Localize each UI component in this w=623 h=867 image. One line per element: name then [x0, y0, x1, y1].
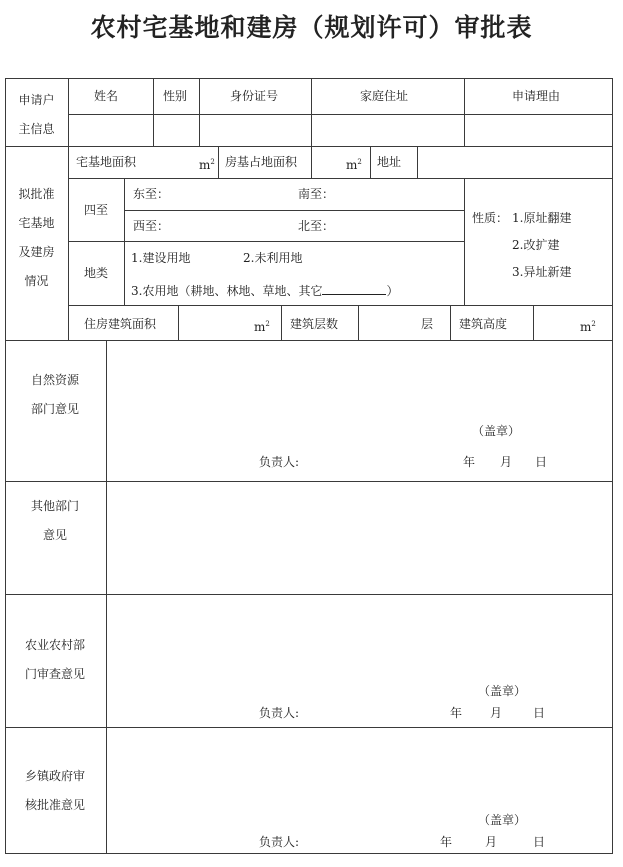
month-label: 月 [490, 706, 503, 720]
col-line [199, 78, 200, 146]
col-line [358, 305, 359, 340]
dilei-option-1: 1.建设用地 [131, 251, 191, 265]
year-label: 年 [463, 455, 476, 469]
col-line [218, 146, 219, 178]
col-line [281, 305, 282, 340]
col-line [106, 340, 107, 854]
frame-top [5, 78, 613, 79]
month-label: 月 [500, 455, 513, 469]
footprint-area-unit: $m^2$ [346, 158, 362, 172]
col-line [311, 146, 312, 178]
row-line [68, 178, 612, 179]
header-address: 家庭住址 [360, 89, 409, 103]
col-line [124, 178, 125, 305]
row-line [5, 481, 613, 482]
floor-area-unit: $m^2$ [254, 320, 270, 334]
sizhi-label: 四至 [84, 203, 109, 217]
floors-unit: 层 [421, 317, 434, 331]
agriculture-opinion-label: 农业农村部 门审查意见 [24, 638, 85, 681]
other-blank-line [322, 283, 386, 295]
land-section-label: 拟批准 宅基地 及建房 情况 [18, 187, 55, 288]
row-line [5, 146, 613, 147]
dilei-label: 地类 [84, 266, 109, 280]
year-label: 年 [440, 835, 453, 849]
south-label: 南至： [298, 187, 335, 201]
year-label: 年 [450, 706, 463, 720]
row-line [5, 594, 613, 595]
seal-mark: （盖章） [478, 684, 527, 698]
col-line [68, 78, 69, 340]
col-line [464, 78, 465, 146]
month-label: 月 [485, 835, 498, 849]
other-departments-opinion-label: 其他部门 意见 [30, 499, 79, 542]
floors-label: 建筑层数 [290, 317, 339, 331]
row-line [68, 305, 612, 306]
header-reason: 申请理由 [512, 89, 561, 103]
height-label: 建筑高度 [459, 317, 508, 331]
homestead-area-label: 宅基地面积 [76, 155, 137, 169]
seal-mark: （盖章） [472, 424, 521, 438]
east-label: 东至： [133, 187, 170, 201]
dilei-option-2: 2.未利用地 [243, 251, 303, 265]
responsible-label: 负责人: [259, 706, 300, 720]
day-label: 日 [533, 706, 546, 720]
col-line [464, 178, 465, 305]
row-line [68, 241, 464, 242]
frame-right [612, 78, 613, 854]
floor-area-label: 住房建筑面积 [84, 317, 157, 331]
nature-option-3: 3.异址新建 [512, 265, 572, 279]
row-line [5, 340, 613, 341]
page-title: 农村宅基地和建房（规划许可）审批表 [90, 13, 533, 42]
dilei-option-3: 3.农用地（耕地、林地、草地、其它 ） [131, 284, 399, 298]
col-line [178, 305, 179, 340]
west-label: 西至： [133, 219, 170, 233]
footprint-area-label: 房基占地面积 [225, 155, 298, 169]
height-unit: $m^2$ [580, 320, 596, 334]
nature-option-1: 1.原址翻建 [512, 211, 572, 225]
header-id-number: 身份证号 [230, 89, 279, 103]
address-label: 地址 [377, 155, 402, 169]
responsible-label: 负责人: [259, 835, 300, 849]
row-line [124, 210, 464, 211]
nature-option-2: 2.改扩建 [512, 238, 560, 252]
applicant-section-label: 申请户 主信息 [18, 93, 55, 136]
col-line [417, 146, 418, 178]
day-label: 日 [535, 455, 548, 469]
row-line [68, 114, 612, 115]
header-gender: 性别 [163, 89, 188, 103]
natural-resources-opinion-label: 自然资源 部门意见 [30, 373, 79, 416]
header-name: 姓名 [94, 89, 119, 103]
day-label: 日 [533, 835, 546, 849]
nature-label: 性质： [472, 211, 509, 225]
col-line [153, 78, 154, 146]
col-line [370, 146, 371, 178]
homestead-area-unit: $m^2$ [199, 158, 215, 172]
north-label: 北至： [298, 219, 335, 233]
frame-bottom [5, 853, 613, 854]
col-line [450, 305, 451, 340]
seal-mark: （盖章） [478, 813, 527, 827]
col-line [311, 78, 312, 146]
row-line [5, 727, 613, 728]
township-opinion-label: 乡镇政府审 核批准意见 [24, 769, 85, 812]
responsible-label: 负责人: [259, 455, 300, 469]
col-line [533, 305, 534, 340]
